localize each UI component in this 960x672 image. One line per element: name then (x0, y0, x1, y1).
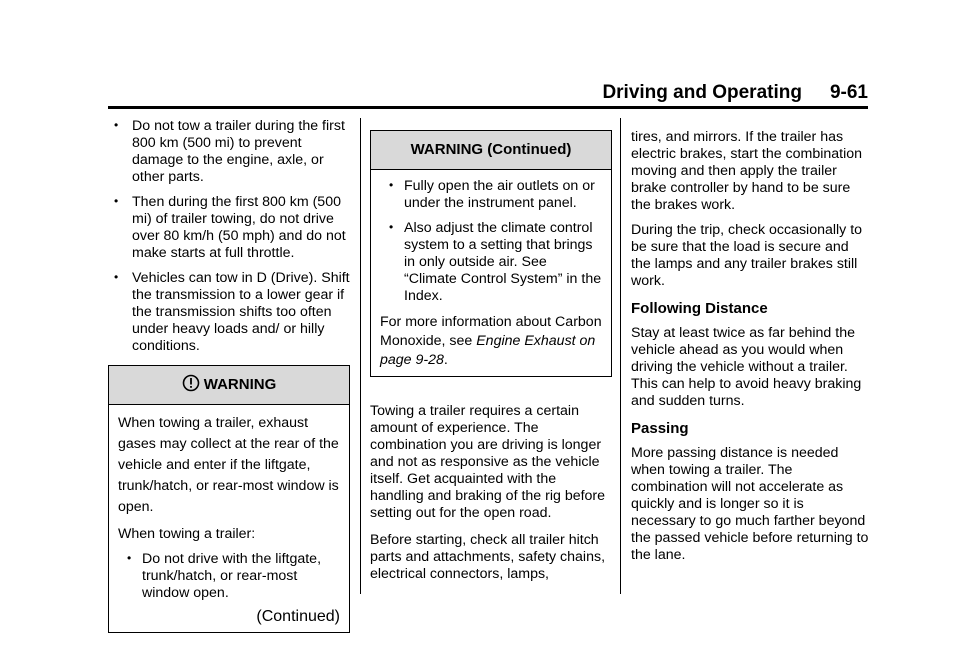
warning-box-continued (370, 130, 612, 377)
section-heading: Following Distance (631, 300, 768, 317)
more-info-suffix: . (443, 352, 448, 368)
column-3 (631, 118, 871, 564)
warning-box (108, 365, 350, 633)
list-item: • Do not drive with the liftgate, trunk/hatch, or rear-most window open. (118, 551, 340, 602)
section-heading: Passing (631, 420, 689, 437)
warning-header: WARNING (Continued) (371, 131, 611, 170)
paragraph: Towing a trailer requires a certain amount of experience. The combination you are driving is longer and not as responsive as the vehicle itself. Get acquainted with the handling and braking of the rig before setting out for the open road. (370, 403, 606, 521)
column-divider-1 (360, 118, 361, 594)
more-info-prefix: For more information about Carbon Monoxide, see (380, 314, 602, 349)
warning-list (118, 551, 340, 602)
warning-icon (182, 374, 200, 392)
paragraph: During the trip, check occasionally to be sure that the load is secure and the lamps and any trailer brakes still work. (631, 222, 863, 289)
paragraph: Stay at least twice as far behind the vehicle ahead as you would when driving the vehicle without a trailer. This can help to avoid heavy braking and sudden turns. (631, 325, 862, 409)
warning-body (109, 405, 349, 632)
warning-list (380, 178, 602, 305)
list-item: • Also adjust the climate control system to a setting that brings in only outside air. See “Climate Control System” in the Index. (380, 220, 602, 305)
warning-text: When towing a trailer, exhaust gases may collect at the rear of the vehicle and enter if the liftgate, trunk/hatch, or rear-most window is open. (118, 415, 339, 515)
header-title (602, 82, 868, 104)
list-item: • Do not tow a trailer during the first 800 km (500 mi) to prevent damage to the engine, axle, or other parts. (108, 118, 350, 186)
warning-body (371, 170, 611, 376)
column-1 (108, 118, 350, 633)
page-number: 9-61 (829, 82, 868, 103)
tow-tips-list (108, 118, 350, 355)
paragraph: tires, and mirrors. If the trailer has electric brakes, start the combination moving and then apply the trailer brake controller by hand to be sure the brakes work. (631, 129, 863, 213)
list-item: • Vehicles can tow in D (Drive). Shift the transmission to a lower gear if the transmission shifts too often under heavy loads and/ or hilly conditions. (108, 270, 350, 355)
cross-reference-link: Engine Exhaust on page 9-28 (380, 333, 596, 368)
continued-label: (Continued) (256, 608, 340, 625)
column-2 (370, 118, 612, 583)
paragraph: More passing distance is needed when towing a trailer. The combination will not accelerate as quickly and is longer so it is necessary to go much farther beyond the passed vehicle before returning to the lane. (631, 445, 869, 563)
page-header (108, 82, 868, 106)
list-item: • Then during the first 800 km (500 mi) of trailer towing, do not drive over 80 km/h (50 mph) and do not make starts at full throttle. (108, 194, 350, 262)
list-item: • Fully open the air outlets on or under the instrument panel. (380, 178, 602, 212)
more-info-text (380, 313, 602, 370)
warning-title: WARNING (203, 376, 277, 393)
section-title: Driving and Operating (602, 82, 802, 103)
warning-header (109, 366, 349, 405)
paragraph: Before starting, check all trailer hitch parts and attachments, safety chains, electrical connectors, lamps, (370, 532, 606, 582)
column-divider-2 (620, 118, 621, 594)
header-rule (108, 106, 868, 109)
warning-text: When towing a trailer: (118, 526, 256, 542)
